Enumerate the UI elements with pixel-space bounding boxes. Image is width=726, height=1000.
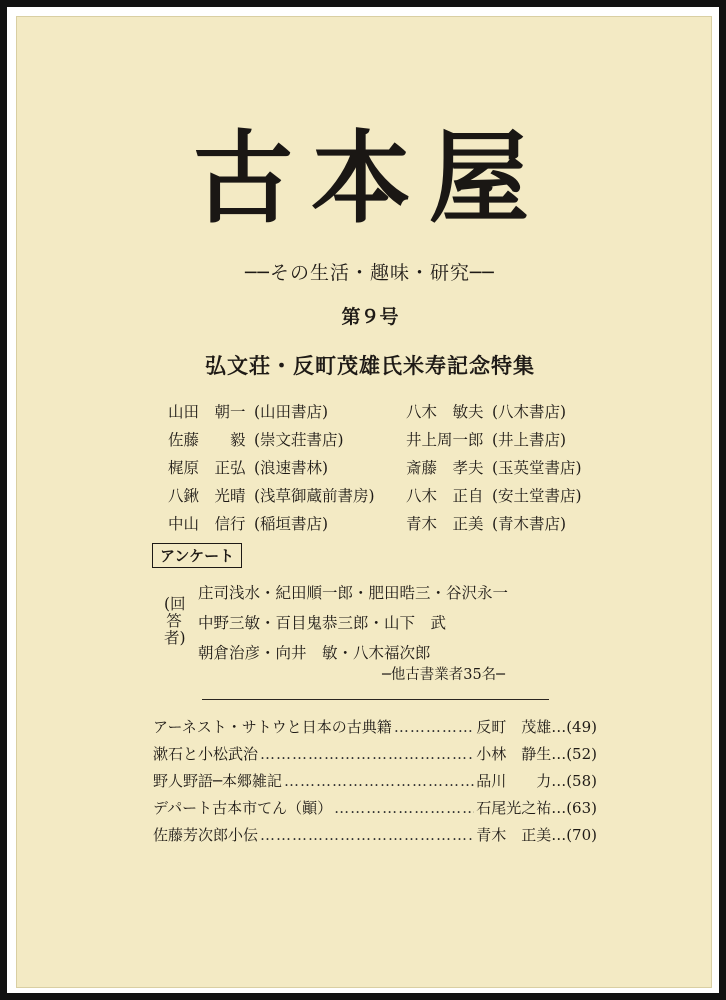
contributor-shop: (玉英堂書店) [492,459,582,477]
respondent-list [198,578,508,668]
toc-author: 石尾光之祐 [476,799,552,817]
table-of-contents [153,716,597,851]
book-title: 古本屋 [193,119,547,237]
contributor-name: 梶原 正弘 [168,459,246,477]
section-divider [202,699,549,700]
toc-page: …(63) [551,799,597,817]
toc-title: 佐藤芳次郎小伝 [153,826,259,844]
toc-entry [153,770,597,797]
contributor-entry [168,454,375,482]
issue-number: 第９号 [341,306,399,328]
contributors-left [168,398,375,538]
toc-page: …(70) [551,826,597,844]
contributor-name: 青木 正美 [406,515,484,533]
contributor-entry [168,482,375,510]
respondent-line: 庄司浅水・紀田順一郎・肥田晧三・谷沢永一 [198,584,509,602]
contributor-name: 中山 信行 [168,515,246,533]
respondent-line: 中野三敏・百目鬼恭三郎・山下 武 [198,614,447,632]
toc-page: …(49) [551,718,597,736]
toc-leader [260,745,474,763]
contributor-entry [406,398,582,426]
toc-entry [153,743,597,770]
contributor-shop: (崇文荘書店) [254,431,344,449]
toc-author: 反町 茂雄 [476,718,552,736]
toc-entry [153,716,597,743]
toc-author: 品川 力 [476,772,552,790]
respondent-line: 朝倉治彦・向井 敏・八木福次郎 [198,644,431,662]
toc-title: 野人野語─本郷雑記 [153,772,283,790]
survey-label: アンケート [152,543,242,568]
contributor-name: 八鍬 光晴 [168,487,246,505]
contributor-shop: (浅草御蔵前書房) [254,487,375,505]
contributor-name: 八木 敏夫 [406,403,484,421]
contributor-shop: (稲垣書店) [254,515,329,533]
toc-leader [260,826,474,844]
toc-leader [334,799,474,817]
contributor-shop: (八木書店) [492,403,567,421]
toc-title: デパート古本市てん（顚） [153,799,333,817]
toc-page: …(58) [551,772,597,790]
contributor-shop: (井上書店) [492,431,567,449]
toc-author: 青木 正美 [476,826,552,844]
contributor-shop: (山田書店) [254,403,329,421]
contributor-shop: (安土堂書店) [492,487,582,505]
contributor-name: 八木 正自 [406,487,484,505]
contributor-name: 井上周一郎 [406,431,484,449]
contributor-entry [168,510,375,538]
toc-author: 小林 静生 [476,745,552,763]
contributor-entry [406,454,582,482]
contributor-name: 斎藤 孝夫 [406,459,484,477]
toc-title: 漱石と小松武治 [153,745,259,763]
toc-entry [153,824,597,851]
contributor-entry [406,426,582,454]
contributor-entry [168,426,375,454]
toc-leader [394,718,474,736]
toc-page: …(52) [551,745,597,763]
toc-entry [153,797,597,824]
contributor-entry [406,510,582,538]
contributor-name: 山田 朝一 [168,403,246,421]
toc-title: アーネスト・サトウと日本の古典籍 [153,718,392,736]
contributor-entry [168,398,375,426]
other-respondents-note: ─他古書業者35名─ [382,667,505,683]
contributor-entry [406,482,582,510]
book-subtitle: ──その生活・趣味・研究── [245,262,495,284]
toc-leader [284,772,474,790]
contributors-right [406,398,582,538]
respondent-label: (回答者) [164,595,186,647]
contributor-shop: (青木書店) [492,515,567,533]
contributor-name: 佐藤 毅 [168,431,246,449]
contributor-shop: (浪速書林) [254,459,329,477]
special-feature-title: 弘文荘・反町茂雄氏米寿記念特集 [205,354,535,378]
